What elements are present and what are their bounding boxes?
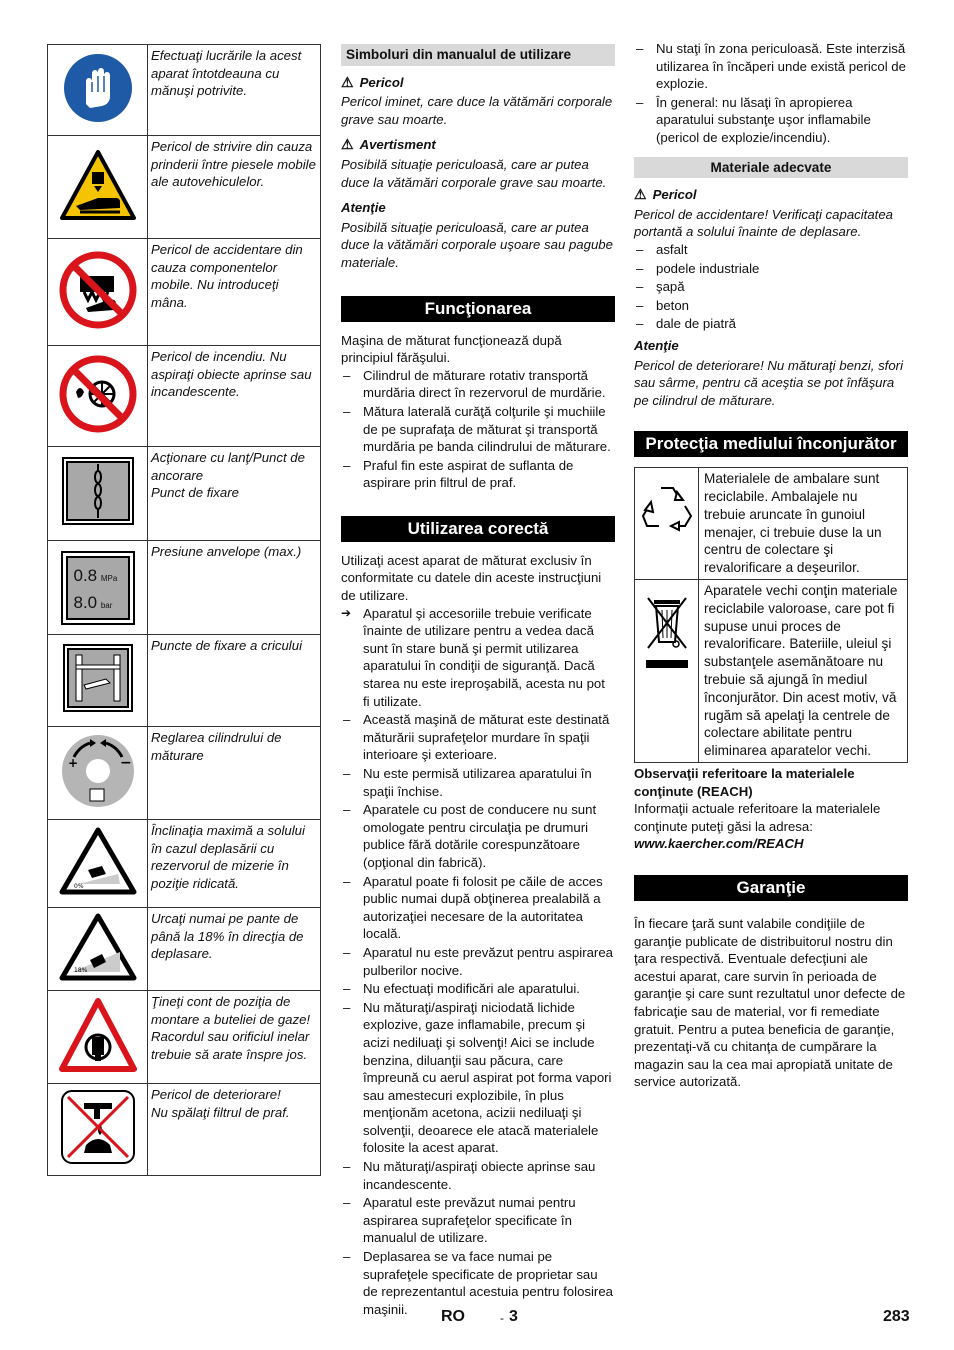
list-item: – Aparatele cu post de conducere nu sunt omologate pentru circulaţia pe drumuri publice fără dotările corespunzătoare (opţional din fabrică). (341, 801, 615, 871)
list-item: – Nu staţi în zona periculoasă. Este interzisă utilizarea în încăperi unde există pericol de explozie. (634, 40, 908, 93)
symbols-table (47, 44, 321, 1176)
svg-text:+: + (67, 755, 78, 770)
section-heading: Garanţie (634, 875, 908, 901)
crush-hazard-icon (58, 148, 138, 222)
crossed-bin-icon (642, 592, 692, 672)
slope-warning-icon (58, 826, 138, 896)
tire-pressure-icon: 0.8 MPa 8.0 bar (61, 551, 135, 625)
env-text: Aparatele vechi conţin materiale reciclabile valoroase, care pot fi supuse unui proces de revalorificare. Bateriile, uleiul şi substanţele asemănătoare nu trebuie să ajungă în mediul înconjurător. Din acest motiv, vă rugăm să apelaţi la centrele de colectare abilitate pentru eliminarea aparatelor vechi. (699, 580, 908, 763)
reach-link[interactable]: www.kaercher.com/REACH (634, 836, 804, 852)
list-item: ➔ Aparatul şi accesoriile trebuie verificate înainte de utilizare pentru a vedea dacă sunt în stare bună şi permit utilizarea aparatului în condiţii de siguranţă. Dacă starea nu este ireproşabilă, acesta nu pot fi utilizate. (341, 605, 615, 711)
recycle-icon (641, 480, 693, 532)
table-row (48, 820, 321, 908)
symbol-text: Presiune anvelope (max.) (148, 541, 321, 635)
warning-triangle-icon: ⚠ (341, 136, 354, 153)
symbol-text: Reglarea cilindrului de măturare (148, 727, 321, 820)
list-item: – Praful fin este aspirat de suflanta de aspirare prin filtrul de praf. (341, 457, 615, 492)
symbol-text: Urcaţi numai pe pante de până la 18% în direcţia de deplasare. (148, 908, 321, 991)
table-row (635, 580, 908, 763)
list-item: – podele industriale (634, 260, 908, 278)
list-item: – beton (634, 297, 908, 315)
no-hand-icon (58, 250, 138, 330)
list-item: – Nu măturaţi/aspiraţi obiecte aprinse sau incandescente. (341, 1158, 615, 1193)
section-heading: Materiale adecvate (634, 157, 908, 179)
table-row (48, 447, 321, 541)
list-item: – dale de piatră (634, 315, 908, 333)
middle-column: Simboluri din manualul de utilizare ⚠ Pericol Pericol iminet, care duce la vătămări corporale grave sau moarte. ⚠ Avertisment Posibilă situaţie periculoasă, care ar putea duce la vătămări corporale grave sau moarte. Atenţie Posibilă situaţie periculoasă, care ar putea duce la vătămări corporale uşoare sau pagube materiale. Funcţionarea Maşina de măturat funcţionează după principiul fărăşului. – Cilindrul de măturare rotativ transportă murdăria direct în rezervorul de murdărie. – Mătura laterală curăţă colţurile şi muchiile de pe suprafaţa de măturat şi transportă murdăria pe banda cilindrului de măturare. – Praful fin este aspirat de suflanta de aspirare prin filtrul de praf. Utilizarea corectă Utilizaţi acest aparat de măturat exclusiv în conformitate cu datele din aceste instrucţiuni de utilizare. ➔ Aparatul şi accesoriile trebuie verificate înainte de utilizare pentru a vedea dacă sunt în stare bună şi permit utilizarea aparatului în condiţii de siguranţă. Dacă starea nu este ireproşabilă, acesta nu pot fi utilizate. – Această maşină de măturat este destinată măturării suprafeţelor murdare în spaţii interioare şi exterioare. – Nu este permisă utilizarea aparatului în spaţii închise. – Aparatele cu post de conducere nu sunt omologate pentru circulaţia pe drumuri publice fără dotările corespunzătoare (opţional din fabrică). – Aparatul poate fi folosit pe căile de acces public numai după obţinerea prealabilă a autorizaţiei necesare de la autoritatea locală. – Aparatul nu este prevăzut pentru aspirarea pulberilor nocive. – Nu efectuaţi modificări ale aparatului. – Nu măturaţi/aspiraţi niciodată lichide explozive, gaze inflamabile, precum şi acizi nediluaţi şi solvenţi! Aici se include benzina, diluanţii sau păcura, care împreună cu aerul aspirat pot forma vapori sau amestecuri explozibile, în plus menţionăm acetona, acizii nediluaţi şi solvenţii, deoarece ele atacă materialele folosite la acest aparat. – Nu măturaţi/aspiraţi obiecte aprinse sau incandescente. – Aparatul este prevăzut numai pentru aspirarea suprafeţelor specificate în manualul de utilizare. – Deplasarea se va face numai pe suprafeţele specificate de proprietar sau de reprezentantul acestuia pentru folosirea maşinii. (341, 44, 615, 1319)
atentie-text: Posibilă situaţie periculoasă, care ar putea duce la vătămări corporale uşoare sau pagube materiale. (341, 219, 613, 270)
footer-sep: - (500, 1311, 504, 1325)
no-fire-icon (58, 354, 138, 434)
symbol-text: Efectuaţi lucrările la acest aparat întotdeauna cu mănuşi potrivite. (148, 45, 321, 136)
list-item: – Nu efectuaţi modificări ale aparatului. (341, 980, 615, 998)
materials-list (634, 241, 908, 333)
section-heading: Funcţionarea (341, 296, 615, 322)
reach-title: Observaţii referitoare la materialele conţinute (REACH) (634, 766, 855, 799)
table-row (48, 991, 321, 1084)
symbol-text: Puncte de fixare a cricului (148, 635, 321, 727)
footer-lang: RO (441, 1308, 465, 1325)
env-text: Materialele de ambalare sunt reciclabile. Ambalajele nu trebuie aruncate în gunoiul menajer, ci trebuie duse la un centru de colectare şi revalorificare a deşeurilor. (699, 468, 908, 580)
pericol-text: Pericol iminet, care duce la vătămări corporale grave sau moarte. (341, 94, 613, 127)
table-row (48, 136, 321, 239)
list-item: – Această maşină de măturat este destinată măturării suprafeţelor murdare în spaţii interioare şi exterioare. (341, 711, 615, 764)
warning-triangle-icon: ⚠ (341, 73, 354, 90)
symbol-text: Ţineţi cont de poziţia de montare a buteliei de gaze! Racordul sau orificiul inelar trebuie să arate înspre jos. (148, 991, 321, 1084)
svg-text:−: − (119, 754, 132, 771)
atentie-text: Pericol de deteriorare! Nu măturaţi benzi, sfori sau sârme, pentru că aceştia se pot înfăşura pe cilindrul de măturare. (634, 357, 903, 408)
atentie-title: Atenţie (341, 200, 386, 216)
atentie-title: Atenţie (634, 337, 679, 353)
jack-point-icon (62, 643, 134, 713)
footer-page: 3 (509, 1308, 518, 1325)
table-row (48, 239, 321, 346)
table-row (48, 727, 321, 820)
list-item: – Aparatul este prevăzut numai pentru aspirarea suprafeţelor specificate în manualul de utilizare. (341, 1194, 615, 1247)
table-row (48, 45, 321, 136)
table-row (48, 635, 321, 727)
slope-label: 0% (73, 883, 84, 891)
garantie-text: În fiecare ţară sunt valabile condiţiile de garanţie publicate de distribuitorul nostru din ţara respectivă. Eventuale defecţiuni ale acestui aparat, care survin în perioada de garanţie şi care sunt rezultatul unor defecte de fabricaţie sau de material, vor fi remediate gratuit. Pentru a putea beneficia de garanţie, prezentaţi-vă cu chitanţa de cumpărare la magazin sau la cea mai apropiată unitate de service autorizată. (634, 916, 906, 1090)
list-item: – În general: nu lăsaţi în apropierea aparatului substanţe uşor inflamabile (pericol de explozie/incendiu). (634, 94, 908, 147)
table-row (48, 1084, 321, 1176)
symbol-text: Înclinaţia maximă a solului în cazul deplasării cu rezervorul de mizerie în poziţie ridicată. (148, 820, 321, 908)
environment-table (634, 467, 908, 763)
chain-icon (61, 456, 135, 526)
symbols-column (47, 44, 321, 1176)
list-item: – asfalt (634, 241, 908, 259)
avertisment-text: Posibilă situaţie periculoasă, care ar putea duce la vătămări corporale grave sau moarte. (341, 156, 607, 190)
slope-label: 18% (73, 966, 87, 974)
list-item: – Aparatul nu este prevăzut pentru aspirarea pulberilor nocive. (341, 944, 615, 979)
right-column: – Nu staţi în zona periculoasă. Este interzisă utilizarea în încăperi unde există pericol de explozie. – În general: nu lăsaţi în apropierea aparatului substanţe uşor inflamabile (pericol de explozie/incendiu). Materiale adecvate ⚠ Pericol Pericol de accidentare! Verificaţi capacitatea portantă a solului înainte de deplasare. – asfalt – podele industriale – şapă – beton – dale de piatră Atenţie Pericol de deteriorare! Nu măturaţi benzi, sfori sau sârme, pentru că aceştia se pot înfăşura pe cilindrul de măturare. Protecţia mediului înconjurător Materialele de ambalare sunt reciclabile. Ambalajele nu trebuie aruncate în gunoiul menajer, ci trebuie duse la un centru de colectare şi revalorificare a deşeurilor. Aparatele vechi conţin materiale reciclabile valoroase, care pot fi supuse unui proces de revalorificare. Bateriile, uleiul şi substanţele asemănătoare nu trebuie să ajungă în mediul înconjurător. Din acest motiv, vă rugăm să apelaţi la centrele de colectare abilitate pentru eliminarea aparatelor vechi. Observaţii referitoare la materialele conţinute (REACH) Informaţii actuale referitoare la materialele conţinute puteţi găsi la adresa: www.kaercher.com/REACH Garanţie În fiecare ţară sunt valabile condiţiile de garanţie publicate de distribuitorul nostru din ţara respectivă. Eventuale defecţiuni ale acestui aparat, care survin în perioada de garanţie şi care sunt rezultatul unor defecte de fabricaţie sau de material, vor fi remediate gratuit. Pentru a putea beneficia de garanţie, prezentaţi-vă cu chitanţa de cumpărare la magazin sau la cea mai apropiată unitate de service autorizată. (634, 40, 908, 1091)
list-item: – Nu este permisă utilizarea aparatului în spaţii închise. (341, 765, 615, 800)
section-heading: Utilizarea corectă (341, 516, 615, 542)
no-wash-icon (60, 1089, 136, 1165)
util-list (341, 605, 615, 1319)
list-item: – şapă (634, 278, 908, 296)
gas-bottle-icon (58, 997, 138, 1073)
list-item: – Nu măturaţi/aspiraţi niciodată lichide explozive, gaze inflamabile, precum şi acizi nediluaţi şi solvenţi! Aici se include benzina, diluanţii sau păcura, care împreună cu aerul aspirat pot forma vapori sau amestecuri explozibile, în plus menţionăm acetona, acizii nediluaţi şi solvenţii, deoarece ele atacă materialele folosite la acest aparat. (341, 999, 615, 1157)
list-item: – Mătura laterală curăţă colţurile şi muchiile de pe suprafaţa de măturat şi transportă murdăria pe banda cilindrului de măturare. (341, 403, 615, 456)
func-intro: Maşina de măturat funcţionează după principiul fărăşului. (341, 332, 562, 366)
util-list-continued (634, 40, 908, 147)
symbol-text: Pericol de accidentare din cauza componentelor mobile. Nu introduceţi mâna. (148, 239, 321, 346)
symbol-text: Pericol de deteriorare! Nu spălaţi filtrul de praf. (148, 1084, 321, 1176)
list-item: – Aparatul poate fi folosit pe căile de acces public numai după obţinerea prealabilă a autorizaţiei necesare de la autoritatea locală. (341, 873, 615, 943)
section-heading: Simboluri din manualul de utilizare (341, 44, 615, 66)
gloves-icon (62, 52, 134, 124)
func-list (341, 367, 615, 492)
table-row (48, 908, 321, 991)
footer-global-page: 283 (883, 1308, 910, 1325)
list-item: – Cilindrul de măturare rotativ transportă murdăria direct în rezervorul de murdărie. (341, 367, 615, 402)
util-intro: Utilizaţi acest aparat de măturat exclusiv în conformitate cu datele din aceste instrucţiuni de utilizare. (341, 552, 602, 604)
table-row (635, 468, 908, 580)
table-row (48, 541, 321, 635)
slope-18-icon (58, 912, 138, 982)
list-item: – Deplasarea se va face numai pe suprafeţele specificate de proprietar sau de reprezentantul acestuia pentru folosirea maşinii. (341, 1248, 615, 1318)
reach-text: Informaţii actuale referitoare la materialele conţinute puteţi găsi la adresa: (634, 801, 881, 834)
table-row (48, 346, 321, 447)
symbol-text: Pericol de incendiu. Nu aspiraţi obiecte aprinse sau incandescente. (148, 346, 321, 447)
warning-triangle-icon: ⚠ (634, 186, 647, 203)
section-heading: Protecţia mediului înconjurător (634, 431, 908, 457)
symbol-text: Pericol de strivire din cauza prinderii între piesele mobile ale autovehiculelor. (148, 136, 321, 239)
symbol-text: Acţionare cu lanţ/Punct de ancorare Punct de fixare (148, 447, 321, 541)
brush-adjust-icon (60, 733, 136, 809)
pericol-text: Pericol de accidentare! Verificaţi capacitatea portantă a solului înainte de deplasare. (634, 206, 894, 240)
